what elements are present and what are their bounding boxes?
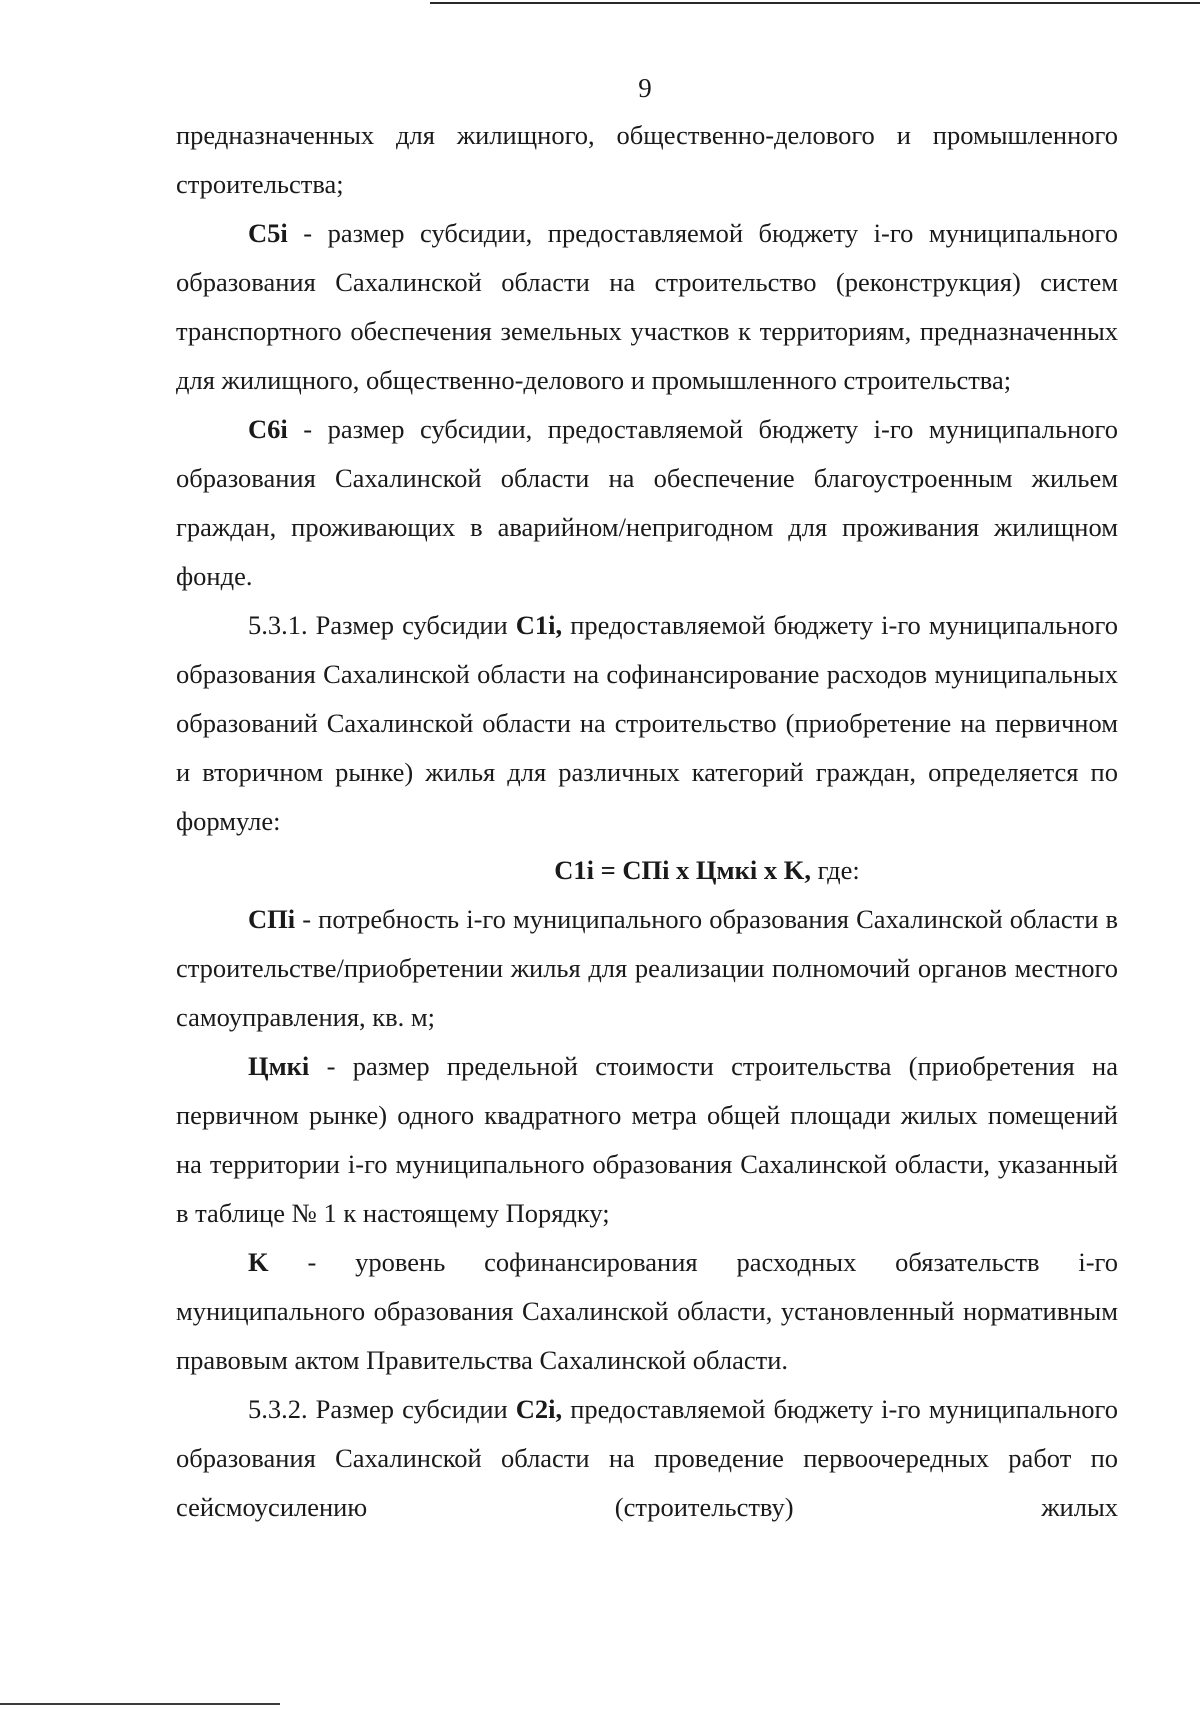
formula-c1i <box>176 846 1118 895</box>
paragraph-c5i-definition <box>176 209 1118 405</box>
page-number: 9 <box>638 73 652 103</box>
text-run: 5.3.2. Размер субсидии <box>248 1394 516 1424</box>
bold-term: C2i, <box>515 1394 563 1424</box>
bottom-border-line <box>0 1703 280 1705</box>
text-run: предоставляемой бюджету i-го муниципального образования Сахалинской области на софинансирование расходов муниципальных образований Сахалинской области на строительство (приобретение на первичном и вторичном рынке) жилья для различных категорий граждан, определяется по формуле: <box>176 610 1118 836</box>
text-run: - размер субсидии, предоставляемой бюджету i-го муниципального образования Сахалинской области на строительство (реконструкция) систем транспортного обеспечения земельных участков к территориям, предназначенных для жилищного, общественно-делового и промышленного строительства; <box>176 218 1118 395</box>
bold-term: K <box>248 1247 269 1277</box>
paragraph-k-definition <box>176 1238 1118 1385</box>
text-run: предназначенных для жилищного, общественно-делового и промышленного строительства; <box>176 120 1118 199</box>
bold-term: C1i = CПi x Цмкi x K, <box>554 855 811 885</box>
top-border-line <box>430 2 1200 4</box>
paragraph-5-3-1 <box>176 601 1118 846</box>
bold-term: CПi <box>248 904 296 934</box>
text-run: - размер предельной стоимости строительства (приобретения на первичном рынке) одного квадратного метра общей площади жилых помещений на территории i-го муниципального образования Сахалинской области, указанный в таблице № 1 к настоящему Порядку; <box>176 1051 1118 1228</box>
document-body <box>176 111 1118 1532</box>
paragraph-cpi-definition <box>176 895 1118 1042</box>
paragraph-c6i-definition <box>176 405 1118 601</box>
text-run: 5.3.1. Размер субсидии <box>248 610 516 640</box>
bold-term: C5i <box>248 218 288 248</box>
paragraph-5-3-2 <box>176 1385 1118 1532</box>
text-run: предоставляемой бюджету i-го муниципального образования Сахалинской области на проведение первоочередных работ по сейсмоусилению (строительству) жилых <box>176 1394 1118 1522</box>
paragraph-continuation <box>176 111 1118 209</box>
bold-term: C1i, <box>515 610 563 640</box>
text-run: - потребность i-го муниципального образования Сахалинской области в строительстве/приобретении жилья для реализации полномочий органов местного самоуправления, кв. м; <box>176 904 1118 1032</box>
text-run: где: <box>810 855 860 885</box>
text-run: - размер субсидии, предоставляемой бюджету i-го муниципального образования Сахалинской области на обеспечение благоустроенным жильем граждан, проживающих в аварийном/непригодном для проживания жилищном фонде. <box>176 414 1118 591</box>
paragraph-cmki-definition <box>176 1042 1118 1238</box>
text-run: - уровень софинансирования расходных обязательств i-го муниципального образования Сахалинской области, установленный нормативным правовым актом Правительства Сахалинской области. <box>176 1247 1118 1375</box>
bold-term: C6i <box>248 414 288 444</box>
bold-term: Цмкi <box>248 1051 310 1081</box>
